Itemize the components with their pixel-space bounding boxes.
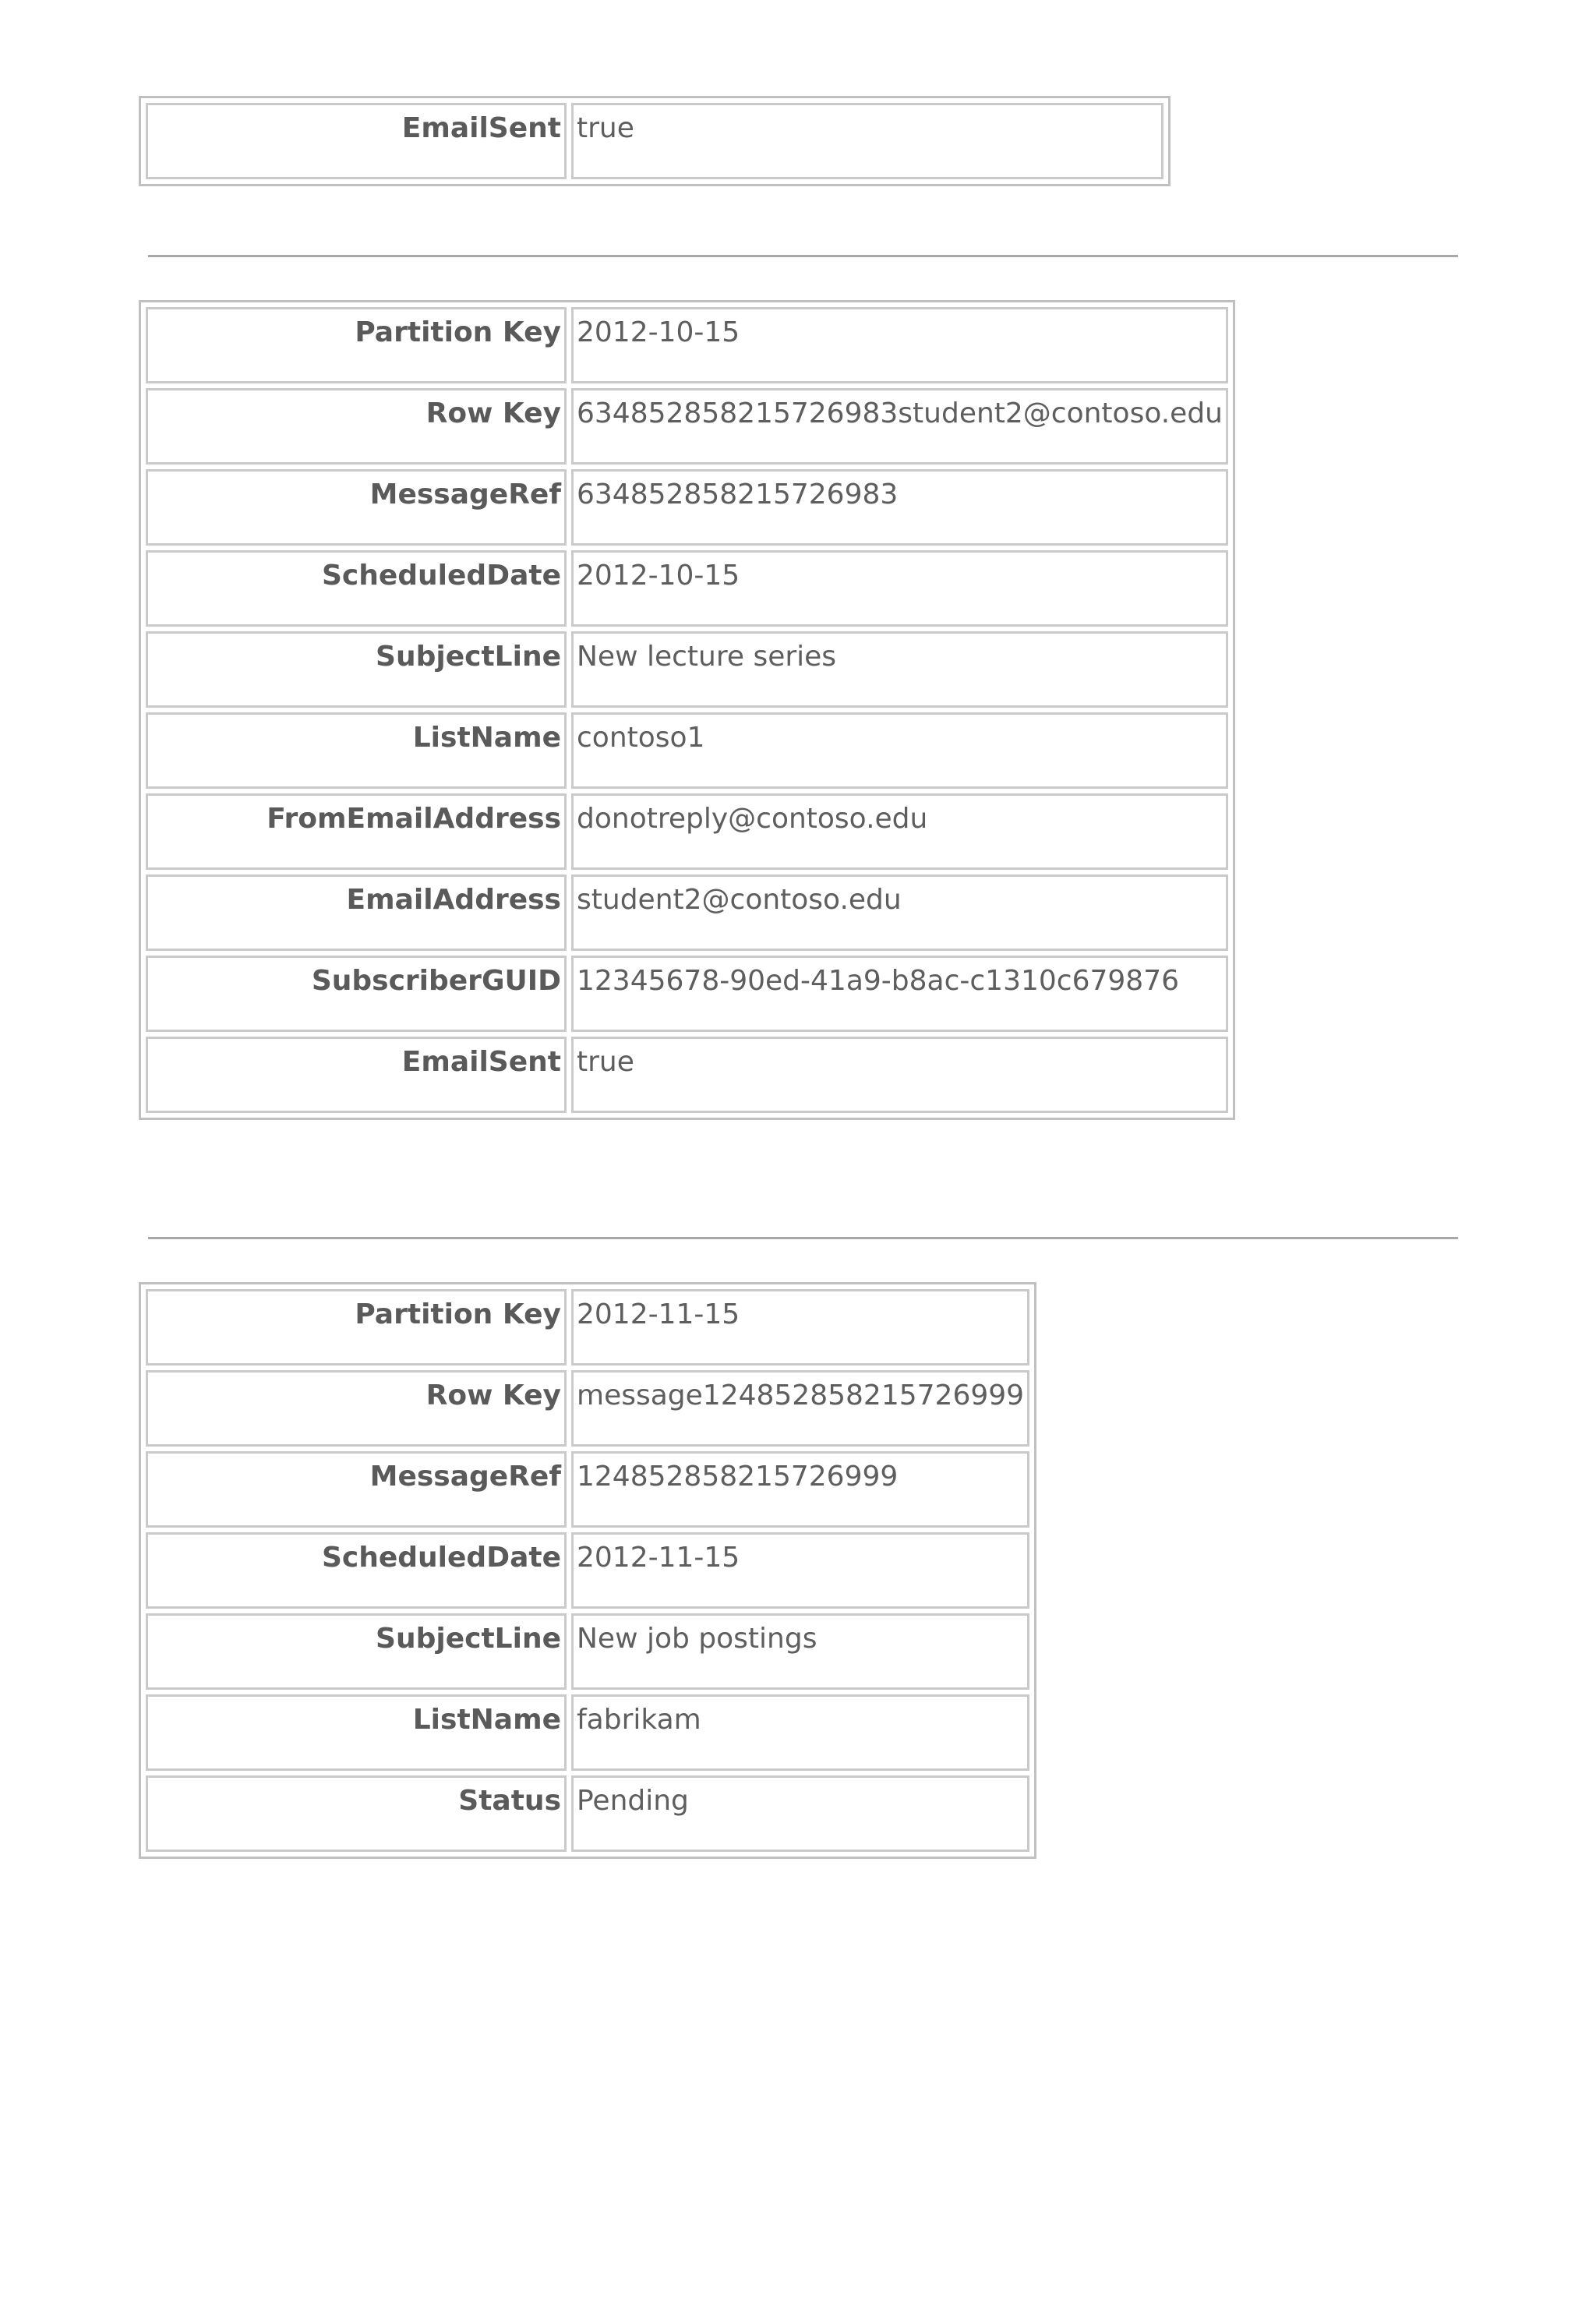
- field-label-messageref: MessageRef: [146, 1451, 567, 1528]
- field-value-emailsent: true: [571, 1037, 1228, 1113]
- field-value-subscriberguid: 12345678-90ed-41a9-b8ac-c1310c679876: [571, 956, 1228, 1032]
- field-label-partition-key: Partition Key: [146, 1289, 567, 1366]
- table-row: [146, 1289, 1029, 1366]
- field-label-row-key: Row Key: [146, 1370, 567, 1447]
- field-value-listname: contoso1: [571, 712, 1228, 789]
- field-label-partition-key: Partition Key: [146, 307, 567, 383]
- field-value-scheduleddate: 2012-10-15: [571, 550, 1228, 627]
- record-divider: [148, 1237, 1458, 1239]
- table-row: [146, 469, 1228, 546]
- table-row: [146, 793, 1228, 870]
- field-value-messageref: 634852858215726983: [571, 469, 1228, 546]
- table-row: [146, 388, 1228, 465]
- table-row: [146, 1613, 1029, 1690]
- field-value-subjectline: New job postings: [571, 1613, 1029, 1690]
- table-row: [146, 550, 1228, 627]
- field-label-fromemailaddress: FromEmailAddress: [146, 793, 567, 870]
- table-row: [146, 874, 1228, 951]
- table-row: [146, 1037, 1228, 1113]
- field-value-fromemailaddress: donotreply@contoso.edu: [571, 793, 1228, 870]
- field-label-scheduleddate: ScheduledDate: [146, 550, 567, 627]
- field-label-messageref: MessageRef: [146, 469, 567, 546]
- table-row: [146, 1532, 1029, 1609]
- field-value-row-key: 634852858215726983student2@contoso.edu: [571, 388, 1228, 465]
- table-row: [146, 956, 1228, 1032]
- field-value-emailsent: true: [571, 103, 1163, 179]
- field-label-emailsent: EmailSent: [146, 1037, 567, 1113]
- table-row: [146, 103, 1163, 179]
- field-value-emailaddress: student2@contoso.edu: [571, 874, 1228, 951]
- field-value-partition-key: 2012-10-15: [571, 307, 1228, 383]
- field-value-row-key: message124852858215726999: [571, 1370, 1029, 1447]
- field-value-messageref: 124852858215726999: [571, 1451, 1029, 1528]
- record-table-3: [139, 1282, 1036, 1859]
- field-label-scheduleddate: ScheduledDate: [146, 1532, 567, 1609]
- field-label-subscriberguid: SubscriberGUID: [146, 956, 567, 1032]
- table-row: [146, 1694, 1029, 1771]
- record-divider: [148, 255, 1458, 257]
- field-value-listname: fabrikam: [571, 1694, 1029, 1771]
- field-value-status: Pending: [571, 1775, 1029, 1852]
- table-row: [146, 1451, 1029, 1528]
- field-label-emailaddress: EmailAddress: [146, 874, 567, 951]
- field-label-subjectline: SubjectLine: [146, 631, 567, 708]
- table-row: [146, 1775, 1029, 1852]
- field-label-status: Status: [146, 1775, 567, 1852]
- field-value-subjectline: New lecture series: [571, 631, 1228, 708]
- field-label-listname: ListName: [146, 712, 567, 789]
- field-label-listname: ListName: [146, 1694, 567, 1771]
- table-row: [146, 631, 1228, 708]
- field-label-emailsent: EmailSent: [146, 103, 567, 179]
- table-row: [146, 307, 1228, 383]
- field-label-row-key: Row Key: [146, 388, 567, 465]
- table-row: [146, 712, 1228, 789]
- table-row: [146, 1370, 1029, 1447]
- record-table-2: [139, 300, 1235, 1120]
- field-label-subjectline: SubjectLine: [146, 1613, 567, 1690]
- field-value-partition-key: 2012-11-15: [571, 1289, 1029, 1366]
- field-value-scheduleddate: 2012-11-15: [571, 1532, 1029, 1609]
- record-table-1: [139, 96, 1171, 186]
